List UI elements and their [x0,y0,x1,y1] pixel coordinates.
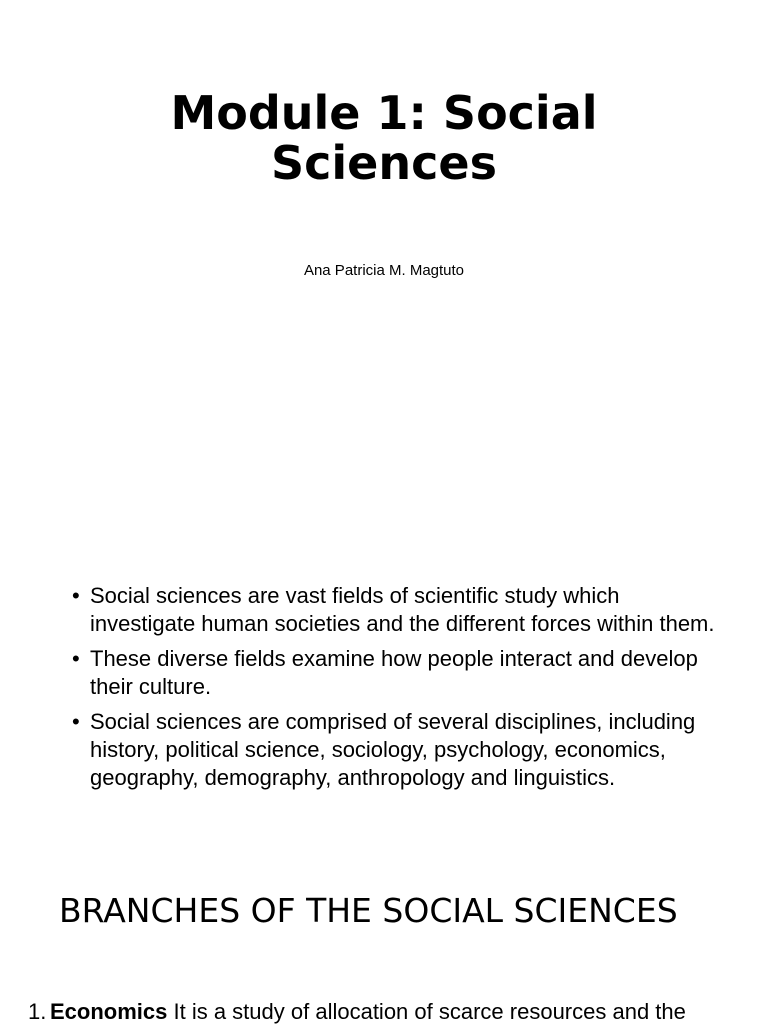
slide-title: Module 1: Social Sciences [170,86,598,190]
bullet-text: Social sciences are comprised of several disciplines, including history, political science, sociology, psychology, economics, geography, demography, anthropology and linguistics. [90,709,696,790]
list-number: 1. [28,999,47,1024]
branch-term: Economics [50,999,168,1024]
section-heading: BRANCHES OF THE SOCIAL SCIENCES [59,891,678,930]
branch-description: It is a study of allocation of scarce resources and the [173,999,686,1024]
branches-list [28,998,768,1026]
bullet-icon: • [72,709,80,734]
bullet-text: These diverse fields examine how people interact and develop their culture. [90,646,698,699]
bullet-item [72,582,722,638]
intro-bullet-list [72,582,722,799]
bullet-item [72,708,722,792]
bullet-icon: • [72,646,80,671]
author-name: Ana Patricia M. Magtuto [303,262,465,279]
bullet-icon: • [72,583,80,608]
list-item [28,998,768,1026]
bullet-text: Social sciences are vast fields of scientific study which investigate human societies and the different forces within them. [90,583,715,636]
bullet-item [72,645,722,701]
